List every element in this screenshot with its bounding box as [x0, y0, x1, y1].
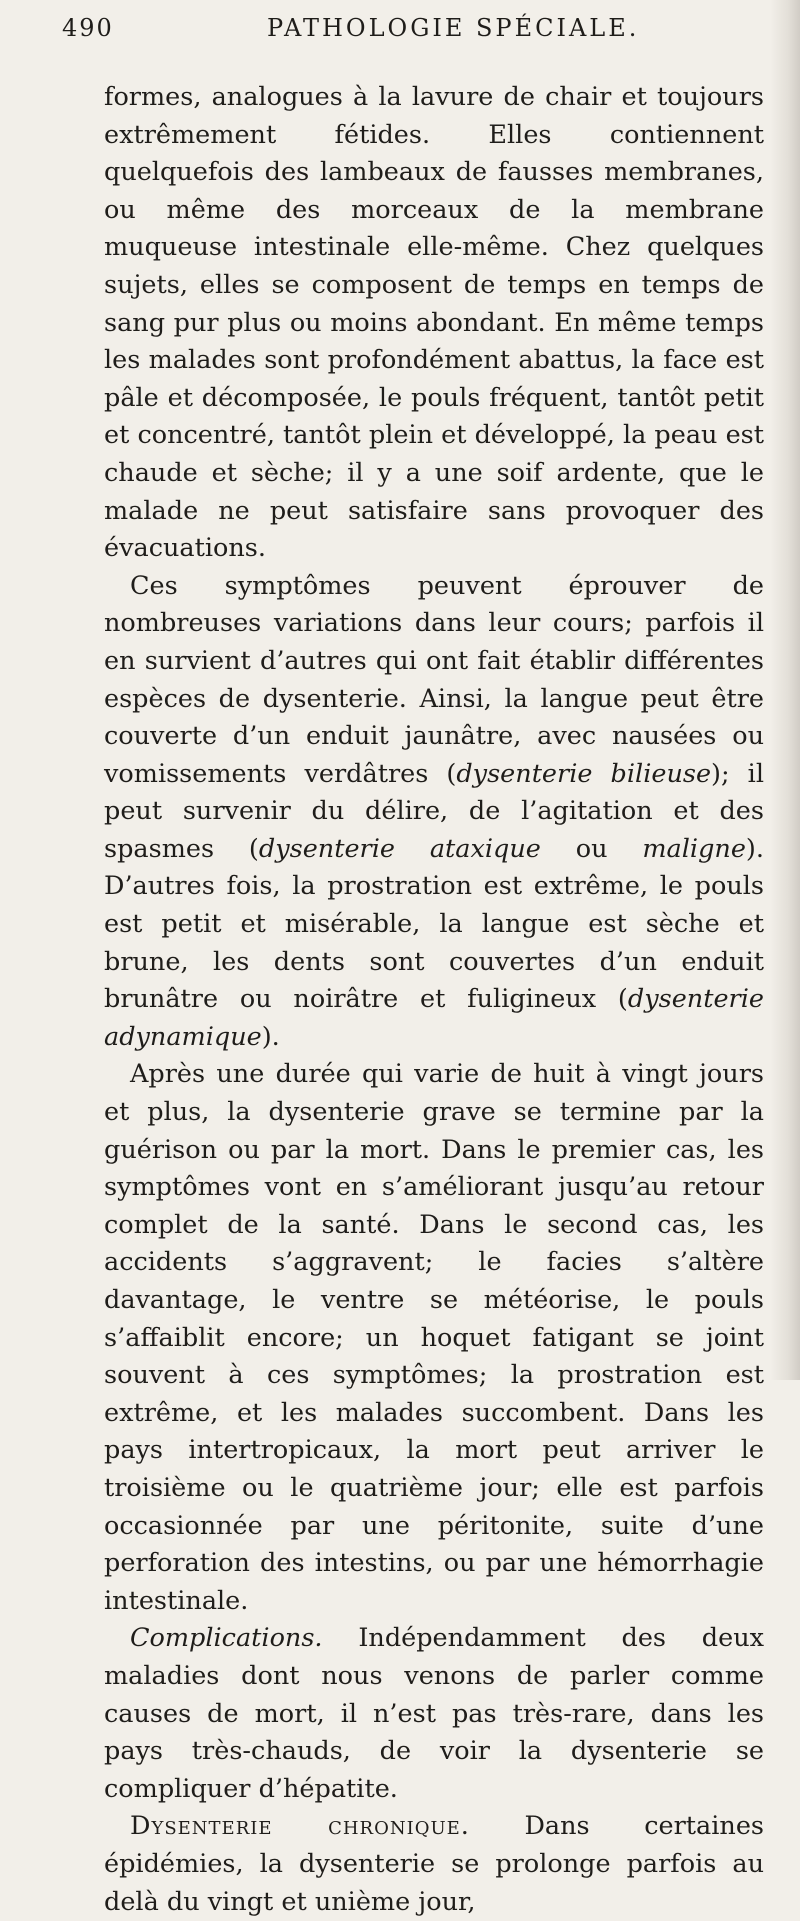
paragraph-2-segment: ou	[540, 833, 643, 864]
paragraph-4-segment: Complications.	[130, 1623, 323, 1654]
paragraph-2-segment: Ces symptômes peuvent éprouver de nombreuses variations dans leur cours; parfois il en survient d’autres qui ont fait établir différentes espèces de dysenterie. Ainsi, la langue peut être couverte d’un enduit jaunâtre, avec nausées ou vomissements verdâtres (	[104, 570, 764, 789]
paragraph-5-segment: Dysenterie chronique.	[130, 1811, 470, 1842]
page-header	[62, 14, 762, 54]
page-gutter-shadow	[770, 0, 800, 1380]
running-title: PATHOLOGIE SPÉCIALE.	[267, 14, 640, 42]
paragraph-2-segment: ).	[261, 1021, 280, 1052]
paragraph-2-segment: ); il peut survenir du délire, de l’agitation et des spasmes (	[104, 758, 764, 864]
body-text	[104, 79, 764, 1921]
paragraph-1-segment: formes, analogues à la lavure de chair et toujours extrêmement fétides. Elles contiennent quelquefois des lambeaux de fausses membranes, ou même des morceaux de la membrane muqueuse intestinale elle-même. Chez quelques sujets, elles se composent de temps en temps de sang pur plus ou moins abondant. En même temps les malades sont profondément abattus, la face est pâle et décomposée, le pouls fréquent, tantôt petit et concentré, tantôt plein et développé, la peau est chaude et sèche; il y a une soif ardente, que le malade ne peut satisfaire sans provoquer des évacuations.	[104, 82, 764, 564]
paragraph-5	[104, 1808, 764, 1921]
paragraph-2-segment: dysenterie adynamique	[104, 984, 764, 1052]
paragraph-2	[104, 568, 764, 1057]
paragraph-5-segment: Dans certaines épidémies, la dysenterie se prolonge parfois au delà du vingt et unième jour,	[104, 1811, 765, 1917]
paragraph-2-segment: ). D’autres fois, la prostration est extrême, le pouls est petit et misérable, la langue est sèche et brune, les dents sont couvertes d’un enduit brunâtre ou noirâtre et fuligineux (	[104, 833, 764, 1015]
paragraph-2-segment: maligne	[642, 833, 746, 864]
paragraph-2-segment: dysenterie ataxique	[258, 833, 541, 864]
paragraph-4	[104, 1620, 764, 1808]
page-number: 490	[62, 14, 114, 42]
paragraph-4-segment: Indépendamment des deux maladies dont nous venons de parler comme causes de mort, il n’est pas très-rare, dans les pays très-chauds, de voir la dysenterie se compliquer d’hépatite.	[104, 1623, 764, 1804]
paragraph-2-segment: dysenterie bilieuse	[456, 758, 712, 789]
paragraph-1	[104, 79, 764, 568]
paragraph-3-segment: Après une durée qui varie de huit à vingt jours et plus, la dysenterie grave se termine par la guérison ou par la mort. Dans le premier cas, les symptômes vont en s’améliorant jusqu’au retour complet de la santé. Dans le second cas, les accidents s’aggravent; le facies s’altère davantage, le ventre se météorise, le pouls s’affaiblit encore; un hoquet fatigant se joint souvent à ces symptômes; la prostration est extrême, et les malades succombent. Dans les pays intertropicaux, la mort peut arriver le troisième ou le quatrième jour; elle est parfois occasionnée par une péritonite, suite d’une perforation des intestins, ou par une hémorrhagie intestinale.	[104, 1059, 764, 1616]
paragraph-3	[104, 1056, 764, 1620]
